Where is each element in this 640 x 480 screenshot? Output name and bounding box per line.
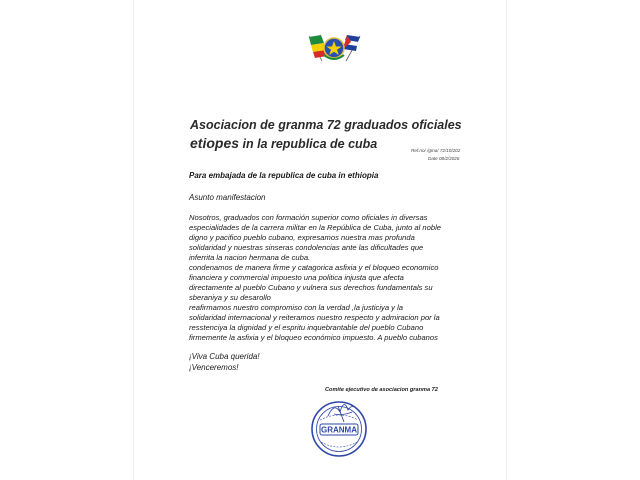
reference-number: Ref.no/ /gma/ 72/10/202	[411, 148, 461, 153]
closing-line-1: ¡Viva Cuba querida!	[189, 352, 260, 361]
body-line: especialidades de la carrera militar en la República de Cuba, junto al noble	[189, 223, 442, 232]
body-line: firmemente la asfixia y el bloqueo económico impuesto. A pueblo cubanos	[189, 333, 438, 342]
body-line: financiera y commercial impuesto una politica injusta que afecta	[189, 273, 404, 282]
body-line: Nosotros, graduados con formación superior como oficiales in diversas	[189, 213, 428, 222]
body-line: directamente al pueblo Cubano y vulnera sus derechos fundamentals su	[189, 283, 433, 292]
body-line: condenamos de manera firme y catagorica asfixia y el bloqueo economico	[189, 263, 439, 272]
document-title: Asociacion de granma 72 graduados oficiales	[190, 118, 462, 132]
signature-block: Comite ejecutivo de asociacion granma 72	[325, 387, 438, 393]
title-strong-word: etiopes	[190, 135, 240, 151]
body-line: resstenciya la dignidad y el espritu inquebrantable del pueblo Cubano	[189, 323, 424, 332]
handwritten-signature-icon	[328, 404, 356, 422]
salutation: Para embajada de la republica de cuba in ethiopia	[189, 171, 379, 180]
cuba-flag-icon	[343, 35, 360, 61]
document-subtitle	[190, 135, 377, 151]
body-line: inferrita la nacion hermana de cuba.	[189, 253, 311, 262]
seal-emblem-icon	[324, 38, 344, 59]
body-line: digno y pacifico pueblo cubano, expresamos nuestra mas profunda	[189, 233, 415, 242]
ethiopian-emblem-with-flags-icon	[305, 33, 363, 63]
document-date: Date 08/2/2026	[428, 156, 460, 161]
closing-line-2: ¡Venceremos!	[189, 363, 239, 372]
stamp-text: GRANMA	[321, 425, 357, 435]
official-stamp-icon	[308, 396, 370, 458]
subject-line: Asunto manifestacion	[189, 193, 266, 202]
body-line: solidaridad y nuestras sinseras condolencias ante las dificultades que	[189, 243, 424, 252]
title-rest: in la republica de cuba	[239, 137, 378, 151]
body-line: solidaridad internacional y reiteramos nuestro respecto y admiracion por la	[189, 313, 440, 322]
body-line: reafirmamos nuestro compromiso con la verdad ,la justiciya y la	[189, 303, 403, 312]
body-line: sberaniya y su desarollo	[189, 293, 271, 302]
